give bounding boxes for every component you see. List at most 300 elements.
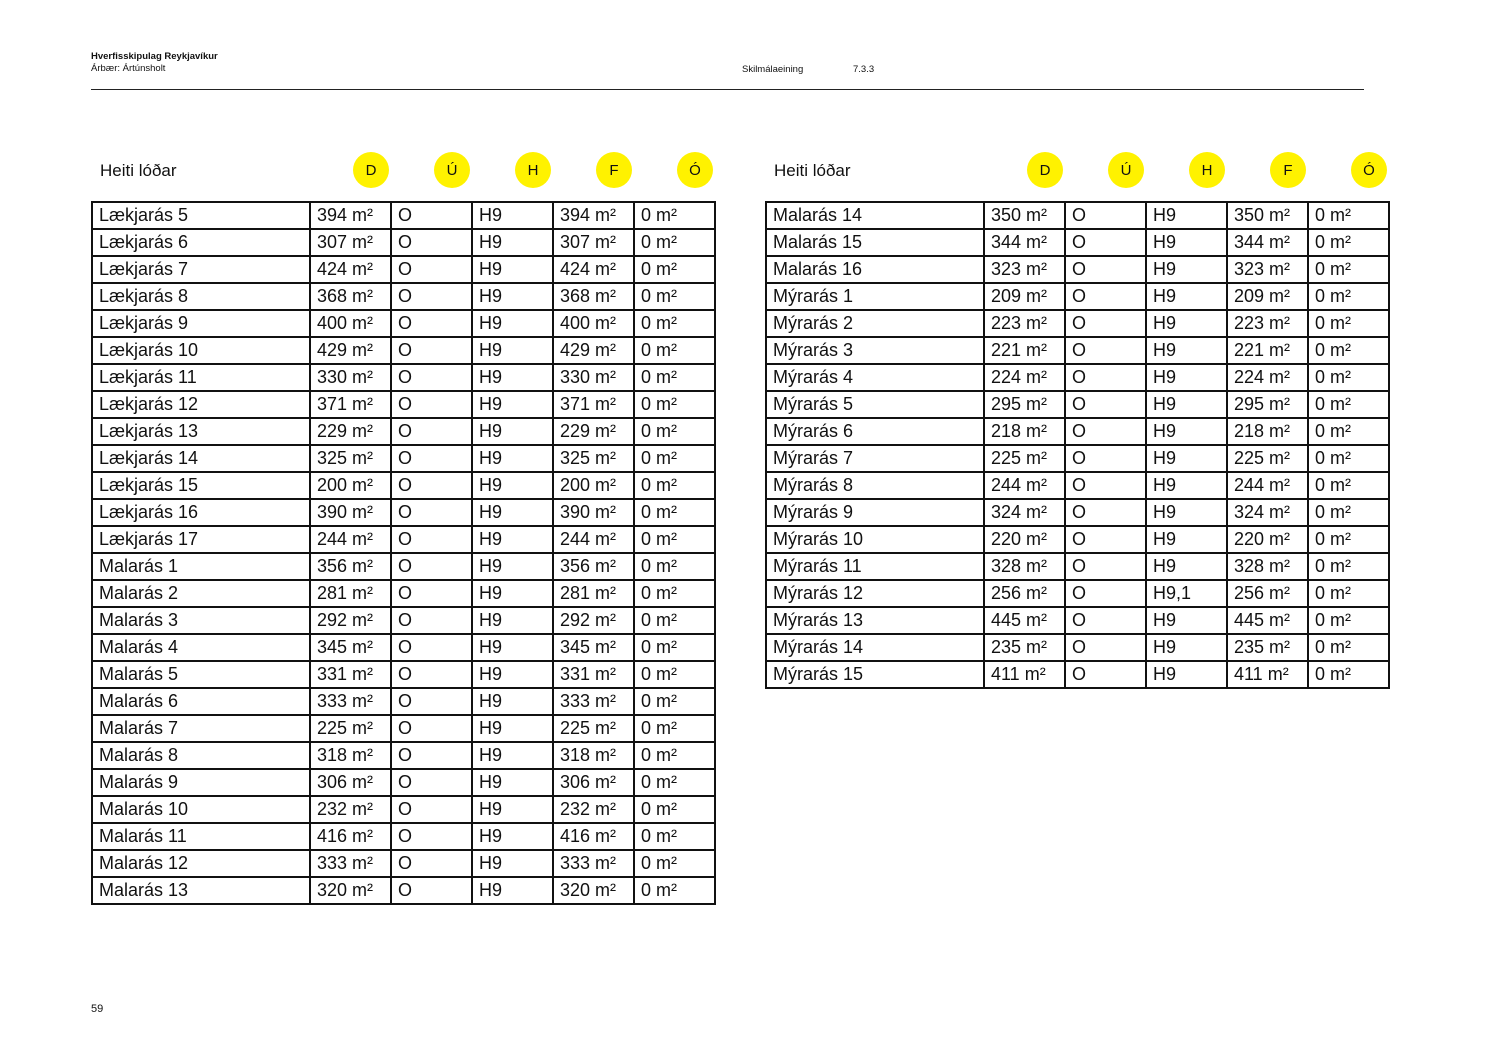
table-row xyxy=(92,499,715,526)
height-cell: H9 xyxy=(472,796,553,823)
lot-area-cell: 416 m² xyxy=(310,823,391,850)
lot-area-cell: 325 m² xyxy=(310,445,391,472)
section-number: 7.3.3 xyxy=(853,64,875,75)
use-cell: O xyxy=(1065,337,1146,364)
height-cell: H9 xyxy=(472,553,553,580)
table-row xyxy=(766,526,1389,553)
table-row xyxy=(92,661,715,688)
floor-area-cell: 333 m² xyxy=(553,688,634,715)
lot-name-cell: Malarás 1 xyxy=(92,553,310,580)
badge-f: F xyxy=(1270,152,1306,188)
use-cell: O xyxy=(1065,526,1146,553)
badge-d: D xyxy=(353,152,389,188)
lot-name-cell: Malarás 3 xyxy=(92,607,310,634)
use-cell: O xyxy=(391,499,472,526)
table-row xyxy=(92,877,715,904)
lot-table-right xyxy=(765,201,1390,689)
use-cell: O xyxy=(391,256,472,283)
lot-name-cell: Lækjarás 7 xyxy=(92,256,310,283)
use-cell: O xyxy=(391,391,472,418)
other-area-cell: 0 m² xyxy=(1308,364,1389,391)
use-cell: O xyxy=(1065,229,1146,256)
height-cell: H9 xyxy=(472,877,553,904)
lot-area-cell: 324 m² xyxy=(984,499,1065,526)
lot-area-cell: 220 m² xyxy=(984,526,1065,553)
height-cell: H9 xyxy=(1146,229,1227,256)
badge-u: Ú xyxy=(434,152,470,188)
use-cell: O xyxy=(391,634,472,661)
other-area-cell: 0 m² xyxy=(1308,310,1389,337)
floor-area-cell: 330 m² xyxy=(553,364,634,391)
floor-area-cell: 209 m² xyxy=(1227,283,1308,310)
use-cell: O xyxy=(1065,445,1146,472)
table-row xyxy=(766,391,1389,418)
table-row xyxy=(92,769,715,796)
table-row xyxy=(92,553,715,580)
lot-name-cell: Lækjarás 5 xyxy=(92,202,310,229)
height-cell: H9 xyxy=(1146,472,1227,499)
lot-area-cell: 221 m² xyxy=(984,337,1065,364)
use-cell: O xyxy=(391,364,472,391)
floor-area-cell: 320 m² xyxy=(553,877,634,904)
lot-name-cell: Lækjarás 16 xyxy=(92,499,310,526)
other-area-cell: 0 m² xyxy=(1308,256,1389,283)
table-row xyxy=(766,553,1389,580)
height-cell: H9 xyxy=(472,580,553,607)
height-cell: H9 xyxy=(472,472,553,499)
lot-area-cell: 429 m² xyxy=(310,337,391,364)
other-area-cell: 0 m² xyxy=(634,661,715,688)
lot-area-cell: 307 m² xyxy=(310,229,391,256)
floor-area-cell: 371 m² xyxy=(553,391,634,418)
lot-name-cell: Lækjarás 9 xyxy=(92,310,310,337)
table-row xyxy=(92,364,715,391)
lot-name-cell: Lækjarás 13 xyxy=(92,418,310,445)
lot-name-cell: Mýrarás 4 xyxy=(766,364,984,391)
lot-name-cell: Mýrarás 1 xyxy=(766,283,984,310)
lot-area-cell: 224 m² xyxy=(984,364,1065,391)
height-cell: H9 xyxy=(1146,661,1227,688)
lot-area-cell: 232 m² xyxy=(310,796,391,823)
floor-area-cell: 424 m² xyxy=(553,256,634,283)
header-divider xyxy=(91,89,1364,90)
table-row xyxy=(766,364,1389,391)
height-cell: H9 xyxy=(472,229,553,256)
lot-name-cell: Mýrarás 8 xyxy=(766,472,984,499)
floor-area-cell: 235 m² xyxy=(1227,634,1308,661)
table-row xyxy=(766,661,1389,688)
lot-name-cell: Mýrarás 3 xyxy=(766,337,984,364)
use-cell: O xyxy=(1065,364,1146,391)
height-cell: H9 xyxy=(472,283,553,310)
height-cell: H9 xyxy=(1146,553,1227,580)
lot-area-cell: 223 m² xyxy=(984,310,1065,337)
height-cell: H9 xyxy=(472,850,553,877)
lot-area-cell: 292 m² xyxy=(310,607,391,634)
other-area-cell: 0 m² xyxy=(634,499,715,526)
floor-area-cell: 333 m² xyxy=(553,850,634,877)
lot-area-cell: 371 m² xyxy=(310,391,391,418)
floor-area-cell: 232 m² xyxy=(553,796,634,823)
lot-area-cell: 400 m² xyxy=(310,310,391,337)
other-area-cell: 0 m² xyxy=(634,850,715,877)
lot-area-cell: 344 m² xyxy=(984,229,1065,256)
height-cell: H9,1 xyxy=(1146,580,1227,607)
other-area-cell: 0 m² xyxy=(634,742,715,769)
lot-name-cell: Lækjarás 14 xyxy=(92,445,310,472)
floor-area-cell: 295 m² xyxy=(1227,391,1308,418)
lot-name-cell: Mýrarás 2 xyxy=(766,310,984,337)
lot-name-cell: Lækjarás 11 xyxy=(92,364,310,391)
use-cell: O xyxy=(391,715,472,742)
use-cell: O xyxy=(391,742,472,769)
table-row xyxy=(92,229,715,256)
lot-area-cell: 200 m² xyxy=(310,472,391,499)
lot-area-cell: 333 m² xyxy=(310,850,391,877)
lot-name-cell: Malarás 11 xyxy=(92,823,310,850)
table-row xyxy=(92,526,715,553)
other-area-cell: 0 m² xyxy=(634,283,715,310)
table-row xyxy=(92,607,715,634)
lot-name-cell: Malarás 13 xyxy=(92,877,310,904)
height-cell: H9 xyxy=(472,310,553,337)
other-area-cell: 0 m² xyxy=(634,391,715,418)
page-number: 59 xyxy=(91,1003,104,1015)
use-cell: O xyxy=(391,418,472,445)
other-area-cell: 0 m² xyxy=(634,607,715,634)
height-cell: H9 xyxy=(472,715,553,742)
height-cell: H9 xyxy=(472,256,553,283)
lot-area-cell: 445 m² xyxy=(984,607,1065,634)
document-subtitle: Árbær: Ártúnsholt xyxy=(91,63,166,74)
table-row xyxy=(92,634,715,661)
use-cell: O xyxy=(1065,553,1146,580)
lot-name-label: Heiti lóðar xyxy=(100,161,177,180)
other-area-cell: 0 m² xyxy=(634,256,715,283)
table-row xyxy=(92,310,715,337)
lot-area-cell: 331 m² xyxy=(310,661,391,688)
floor-area-cell: 244 m² xyxy=(553,526,634,553)
use-cell: O xyxy=(1065,499,1146,526)
floor-area-cell: 323 m² xyxy=(1227,256,1308,283)
floor-area-cell: 256 m² xyxy=(1227,580,1308,607)
floor-area-cell: 200 m² xyxy=(553,472,634,499)
lot-name-cell: Mýrarás 12 xyxy=(766,580,984,607)
other-area-cell: 0 m² xyxy=(1308,661,1389,688)
height-cell: H9 xyxy=(472,688,553,715)
floor-area-cell: 344 m² xyxy=(1227,229,1308,256)
lot-name-cell: Lækjarás 17 xyxy=(92,526,310,553)
other-area-cell: 0 m² xyxy=(634,337,715,364)
use-cell: O xyxy=(1065,607,1146,634)
lot-name-cell: Malarás 9 xyxy=(92,769,310,796)
table-row xyxy=(92,418,715,445)
floor-area-cell: 221 m² xyxy=(1227,337,1308,364)
table-row xyxy=(92,796,715,823)
lot-area-cell: 320 m² xyxy=(310,877,391,904)
floor-area-cell: 218 m² xyxy=(1227,418,1308,445)
table-row xyxy=(92,391,715,418)
height-cell: H9 xyxy=(472,526,553,553)
badge-h: H xyxy=(515,152,551,188)
height-cell: H9 xyxy=(472,634,553,661)
lot-name-cell: Malarás 16 xyxy=(766,256,984,283)
other-area-cell: 0 m² xyxy=(634,202,715,229)
floor-area-cell: 390 m² xyxy=(553,499,634,526)
use-cell: O xyxy=(391,580,472,607)
height-cell: H9 xyxy=(1146,634,1227,661)
other-area-cell: 0 m² xyxy=(1308,472,1389,499)
height-cell: H9 xyxy=(472,823,553,850)
floor-area-cell: 416 m² xyxy=(553,823,634,850)
height-cell: H9 xyxy=(472,445,553,472)
lot-name-cell: Lækjarás 10 xyxy=(92,337,310,364)
floor-area-cell: 292 m² xyxy=(553,607,634,634)
table-row xyxy=(92,715,715,742)
lot-area-cell: 281 m² xyxy=(310,580,391,607)
other-area-cell: 0 m² xyxy=(1308,418,1389,445)
use-cell: O xyxy=(391,553,472,580)
other-area-cell: 0 m² xyxy=(634,688,715,715)
lot-name-cell: Lækjarás 8 xyxy=(92,283,310,310)
other-area-cell: 0 m² xyxy=(634,445,715,472)
lot-area-cell: 295 m² xyxy=(984,391,1065,418)
lot-name-cell: Malarás 12 xyxy=(92,850,310,877)
lot-area-cell: 225 m² xyxy=(310,715,391,742)
lot-name-cell: Mýrarás 6 xyxy=(766,418,984,445)
table-row xyxy=(92,823,715,850)
lot-name-cell: Lækjarás 15 xyxy=(92,472,310,499)
use-cell: O xyxy=(391,661,472,688)
lot-name-cell: Malarás 5 xyxy=(92,661,310,688)
other-area-cell: 0 m² xyxy=(1308,391,1389,418)
use-cell: O xyxy=(391,769,472,796)
lot-name-cell: Malarás 14 xyxy=(766,202,984,229)
use-cell: O xyxy=(1065,580,1146,607)
table-row xyxy=(766,499,1389,526)
use-cell: O xyxy=(1065,472,1146,499)
document-title: Hverfisskipulag Reykjavíkur xyxy=(91,51,218,62)
left-column-header xyxy=(91,152,751,188)
table-row xyxy=(766,283,1389,310)
floor-area-cell: 318 m² xyxy=(553,742,634,769)
use-cell: O xyxy=(1065,418,1146,445)
lot-area-cell: 229 m² xyxy=(310,418,391,445)
floor-area-cell: 411 m² xyxy=(1227,661,1308,688)
floor-area-cell: 445 m² xyxy=(1227,607,1308,634)
lot-name-label: Heiti lóðar xyxy=(774,161,851,180)
table-row xyxy=(92,580,715,607)
lot-area-cell: 218 m² xyxy=(984,418,1065,445)
use-cell: O xyxy=(391,445,472,472)
floor-area-cell: 356 m² xyxy=(553,553,634,580)
height-cell: H9 xyxy=(1146,283,1227,310)
lot-area-cell: 328 m² xyxy=(984,553,1065,580)
table-row xyxy=(766,418,1389,445)
height-cell: H9 xyxy=(472,769,553,796)
lot-name-cell: Mýrarás 13 xyxy=(766,607,984,634)
lot-area-cell: 323 m² xyxy=(984,256,1065,283)
floor-area-cell: 331 m² xyxy=(553,661,634,688)
table-row xyxy=(766,634,1389,661)
badge-h: H xyxy=(1189,152,1225,188)
lot-area-cell: 235 m² xyxy=(984,634,1065,661)
table-row xyxy=(766,229,1389,256)
height-cell: H9 xyxy=(472,202,553,229)
lot-area-cell: 225 m² xyxy=(984,445,1065,472)
height-cell: H9 xyxy=(1146,337,1227,364)
use-cell: O xyxy=(391,283,472,310)
lot-name-cell: Malarás 8 xyxy=(92,742,310,769)
floor-area-cell: 307 m² xyxy=(553,229,634,256)
lot-area-cell: 350 m² xyxy=(984,202,1065,229)
lot-area-cell: 394 m² xyxy=(310,202,391,229)
lot-name-cell: Lækjarás 6 xyxy=(92,229,310,256)
lot-area-cell: 244 m² xyxy=(310,526,391,553)
table-row xyxy=(766,472,1389,499)
lot-area-cell: 306 m² xyxy=(310,769,391,796)
other-area-cell: 0 m² xyxy=(634,823,715,850)
other-area-cell: 0 m² xyxy=(634,796,715,823)
other-area-cell: 0 m² xyxy=(1308,634,1389,661)
use-cell: O xyxy=(391,472,472,499)
lot-name-cell: Mýrarás 10 xyxy=(766,526,984,553)
floor-area-cell: 225 m² xyxy=(553,715,634,742)
table-row xyxy=(92,850,715,877)
floor-area-cell: 220 m² xyxy=(1227,526,1308,553)
table-row xyxy=(92,256,715,283)
use-cell: O xyxy=(391,850,472,877)
badge-f: F xyxy=(596,152,632,188)
lot-area-cell: 345 m² xyxy=(310,634,391,661)
lot-area-cell: 330 m² xyxy=(310,364,391,391)
other-area-cell: 0 m² xyxy=(634,364,715,391)
floor-area-cell: 223 m² xyxy=(1227,310,1308,337)
other-area-cell: 0 m² xyxy=(634,553,715,580)
table-row xyxy=(766,445,1389,472)
badge-o: Ó xyxy=(1351,152,1387,188)
table-row xyxy=(92,337,715,364)
lot-table-left xyxy=(91,201,716,905)
other-area-cell: 0 m² xyxy=(1308,337,1389,364)
floor-area-cell: 368 m² xyxy=(553,283,634,310)
other-area-cell: 0 m² xyxy=(1308,553,1389,580)
other-area-cell: 0 m² xyxy=(634,310,715,337)
height-cell: H9 xyxy=(1146,202,1227,229)
floor-area-cell: 400 m² xyxy=(553,310,634,337)
table-row xyxy=(92,445,715,472)
badge-u: Ú xyxy=(1108,152,1144,188)
floor-area-cell: 224 m² xyxy=(1227,364,1308,391)
height-cell: H9 xyxy=(1146,418,1227,445)
height-cell: H9 xyxy=(472,364,553,391)
use-cell: O xyxy=(1065,634,1146,661)
lot-name-cell: Malarás 10 xyxy=(92,796,310,823)
height-cell: H9 xyxy=(472,499,553,526)
table-row xyxy=(766,256,1389,283)
lot-name-cell: Lækjarás 12 xyxy=(92,391,310,418)
right-column-header xyxy=(765,152,1425,188)
use-cell: O xyxy=(391,229,472,256)
lot-area-cell: 333 m² xyxy=(310,688,391,715)
lot-area-cell: 368 m² xyxy=(310,283,391,310)
use-cell: O xyxy=(1065,661,1146,688)
badge-o: Ó xyxy=(677,152,713,188)
use-cell: O xyxy=(391,526,472,553)
lot-area-cell: 318 m² xyxy=(310,742,391,769)
table-row xyxy=(766,337,1389,364)
floor-area-cell: 394 m² xyxy=(553,202,634,229)
lot-area-cell: 390 m² xyxy=(310,499,391,526)
other-area-cell: 0 m² xyxy=(634,715,715,742)
other-area-cell: 0 m² xyxy=(1308,283,1389,310)
other-area-cell: 0 m² xyxy=(634,418,715,445)
floor-area-cell: 325 m² xyxy=(553,445,634,472)
other-area-cell: 0 m² xyxy=(634,634,715,661)
floor-area-cell: 324 m² xyxy=(1227,499,1308,526)
other-area-cell: 0 m² xyxy=(634,580,715,607)
height-cell: H9 xyxy=(1146,364,1227,391)
lot-name-cell: Mýrarás 11 xyxy=(766,553,984,580)
use-cell: O xyxy=(1065,391,1146,418)
use-cell: O xyxy=(391,310,472,337)
badge-d: D xyxy=(1027,152,1063,188)
height-cell: H9 xyxy=(472,607,553,634)
lot-area-cell: 209 m² xyxy=(984,283,1065,310)
use-cell: O xyxy=(391,688,472,715)
floor-area-cell: 281 m² xyxy=(553,580,634,607)
use-cell: O xyxy=(391,796,472,823)
lot-name-cell: Malarás 6 xyxy=(92,688,310,715)
floor-area-cell: 229 m² xyxy=(553,418,634,445)
lot-area-cell: 356 m² xyxy=(310,553,391,580)
height-cell: H9 xyxy=(1146,499,1227,526)
table-row xyxy=(92,202,715,229)
height-cell: H9 xyxy=(472,418,553,445)
lot-name-cell: Mýrarás 5 xyxy=(766,391,984,418)
other-area-cell: 0 m² xyxy=(1308,580,1389,607)
lot-name-cell: Mýrarás 9 xyxy=(766,499,984,526)
use-cell: O xyxy=(391,823,472,850)
lot-name-cell: Malarás 2 xyxy=(92,580,310,607)
use-cell: O xyxy=(1065,256,1146,283)
lot-name-cell: Mýrarás 7 xyxy=(766,445,984,472)
floor-area-cell: 328 m² xyxy=(1227,553,1308,580)
lot-area-cell: 424 m² xyxy=(310,256,391,283)
lot-name-cell: Malarás 4 xyxy=(92,634,310,661)
lot-name-cell: Mýrarás 14 xyxy=(766,634,984,661)
floor-area-cell: 345 m² xyxy=(553,634,634,661)
other-area-cell: 0 m² xyxy=(634,472,715,499)
other-area-cell: 0 m² xyxy=(1308,202,1389,229)
height-cell: H9 xyxy=(1146,526,1227,553)
table-row xyxy=(92,472,715,499)
height-cell: H9 xyxy=(1146,310,1227,337)
other-area-cell: 0 m² xyxy=(1308,445,1389,472)
lot-name-cell: Mýrarás 15 xyxy=(766,661,984,688)
other-area-cell: 0 m² xyxy=(634,229,715,256)
other-area-cell: 0 m² xyxy=(1308,607,1389,634)
section-label: Skilmálaeining xyxy=(742,64,804,75)
height-cell: H9 xyxy=(1146,256,1227,283)
other-area-cell: 0 m² xyxy=(634,526,715,553)
other-area-cell: 0 m² xyxy=(634,769,715,796)
lot-name-cell: Malarás 7 xyxy=(92,715,310,742)
use-cell: O xyxy=(391,607,472,634)
table-row xyxy=(766,607,1389,634)
height-cell: H9 xyxy=(1146,391,1227,418)
floor-area-cell: 429 m² xyxy=(553,337,634,364)
